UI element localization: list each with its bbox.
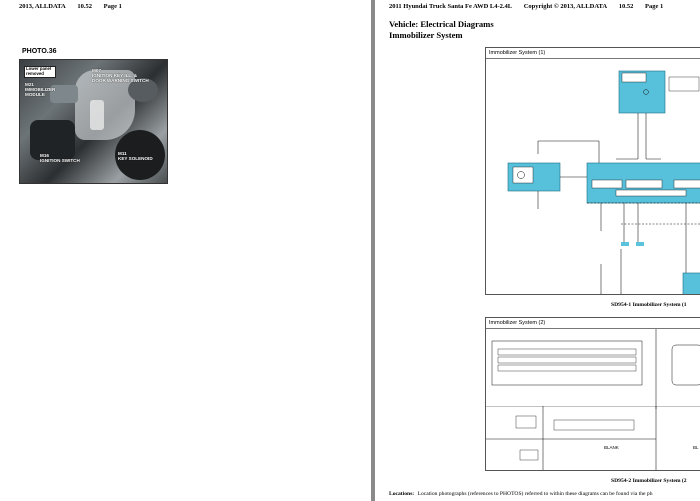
component-location-photo: [19, 59, 168, 184]
diagram-1-caption: SD954-1 Immobilizer System (1: [611, 302, 687, 308]
wire-segment: [538, 191, 686, 289]
connector-pin-row: [498, 357, 636, 363]
diagram-2-caption: SD954-2 Immobilizer System (2: [611, 478, 687, 484]
connector-pin-row: [498, 365, 636, 371]
footer-label: Locations:: [389, 491, 415, 497]
callout-m11: M11 KEY SOLENOID: [118, 151, 153, 161]
wire-segment: [616, 113, 661, 159]
callout-m21: M21 IMMOBILIZER MODULE: [25, 82, 56, 97]
connector-pin-row: [498, 349, 636, 355]
blank-label: BLANK: [604, 445, 619, 450]
locations-footer: [389, 491, 653, 497]
junction-block: [683, 273, 700, 295]
pcm-label-box: [592, 180, 622, 188]
header-page: Page 1: [103, 3, 122, 10]
wiring-diagram-2: [485, 317, 700, 471]
connector-views-schematic: [486, 329, 700, 409]
connector-m16-outline: [554, 420, 634, 430]
side-connector-outline: [672, 345, 700, 385]
wiring-diagram-1-schematic: [486, 59, 700, 295]
header-date: 2013, ALLDATA: [19, 3, 66, 10]
header-copyright: Copyright © 2013, ALLDATA: [523, 3, 608, 10]
ecm-label-box: [616, 190, 686, 196]
photo-label: PHOTO.36: [22, 48, 57, 55]
connector-label-box: [669, 77, 699, 91]
diagram-2-title: Immobilizer System (2): [486, 318, 700, 329]
ground-point-icon: [599, 294, 603, 295]
header-time: 10.52: [618, 3, 634, 10]
header-time: 10.52: [77, 3, 92, 10]
pcm-label-box: [626, 180, 662, 188]
left-page-header: [19, 3, 132, 10]
connector-pin: [636, 242, 644, 246]
wire-segment: [601, 249, 621, 295]
switch-label-box: [622, 73, 646, 82]
callout-m16: M16 IGNITION SWITCH: [40, 153, 80, 163]
connector-pin: [621, 242, 629, 246]
page-title: Vehicle: Electrical Diagrams: [389, 19, 494, 29]
header-page: Page 1: [644, 3, 664, 10]
right-page: [375, 0, 700, 501]
connector-m07-outline: [516, 416, 536, 428]
blank-label: BL: [693, 445, 699, 450]
connector-m21-outline: [520, 450, 538, 460]
callout-m07: M07 IGNITION KEY ILL. & DOOR WARNING SWITCH: [92, 68, 149, 83]
diagram-1-title: Immobilizer System (1): [486, 48, 700, 59]
header-vehicle: 2011 Hyundai Truck Santa Fe AWD L4-2.4L: [389, 3, 513, 10]
ground-point-icon: [619, 294, 623, 295]
antenna-coil-box: [513, 167, 533, 183]
wiring-diagram-1: [485, 47, 700, 295]
callout-lower-panel: Lower panel removed: [24, 66, 56, 78]
right-page-header: [389, 3, 673, 10]
footer-text: Location photographs (references to PHOTOS) referred to within these diagrams can be found via the ph: [417, 491, 653, 497]
connector-grid-schematic: [486, 406, 700, 470]
page-subtitle: Immobilizer System: [389, 30, 463, 40]
pcm-label-box: [674, 180, 700, 188]
